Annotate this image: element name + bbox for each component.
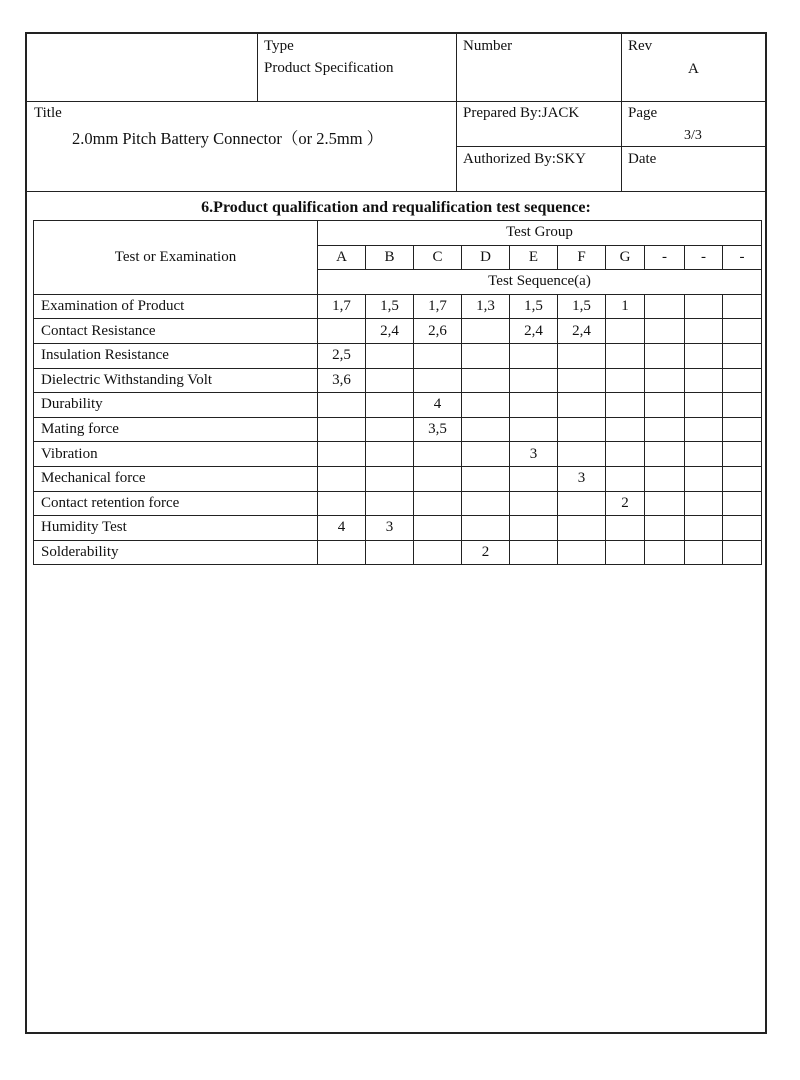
group-cell: A — [318, 245, 366, 270]
sequence-cell — [606, 368, 645, 393]
sequence-cell — [510, 540, 558, 565]
sequence-cell — [685, 466, 723, 491]
sequence-cell — [510, 516, 558, 541]
sequence-cell: 2,4 — [366, 319, 414, 344]
group-cell: - — [685, 245, 723, 270]
sequence-cell — [685, 516, 723, 541]
row-header-cell: Test or Examination — [34, 221, 318, 295]
sequence-cell — [366, 442, 414, 467]
test-name-cell: Mechanical force — [34, 466, 318, 491]
section-title: 6.Product qualification and requalification test sequence: — [201, 199, 591, 216]
date-label: Date — [628, 151, 657, 167]
group-cell: D — [462, 245, 510, 270]
sequence-cell — [318, 466, 366, 491]
sequence-cell — [510, 343, 558, 368]
sequence-cell — [318, 491, 366, 516]
type-label: Type — [264, 38, 294, 54]
sequence-cell — [318, 540, 366, 565]
sequence-cell — [723, 294, 762, 319]
test-name-cell: Contact Resistance — [34, 319, 318, 344]
sequence-cell: 1,3 — [462, 294, 510, 319]
sequence-cell: 4 — [318, 516, 366, 541]
table-row — [34, 294, 762, 319]
sequence-cell — [462, 368, 510, 393]
sequence-cell — [366, 466, 414, 491]
authorized-by: Authorized By:SKY — [463, 151, 586, 167]
table-row — [34, 466, 762, 491]
type-value: Product Specification — [264, 60, 394, 76]
test-name-cell: Examination of Product — [34, 294, 318, 319]
sequence-cell — [645, 343, 685, 368]
sequence-cell — [606, 393, 645, 418]
sequence-cell — [606, 343, 645, 368]
sequence-cell: 1,7 — [414, 294, 462, 319]
sequence-cell — [685, 491, 723, 516]
sequence-cell — [645, 516, 685, 541]
test-sequence-table — [33, 220, 762, 565]
sequence-cell — [558, 516, 606, 541]
sequence-cell — [645, 540, 685, 565]
test-name-cell: Mating force — [34, 417, 318, 442]
sequence-cell — [462, 319, 510, 344]
sequence-cell — [645, 368, 685, 393]
sequence-cell — [510, 491, 558, 516]
sequence-cell: 2 — [606, 491, 645, 516]
sequence-cell — [414, 491, 462, 516]
sequence-cell — [462, 466, 510, 491]
sequence-cell: 3 — [558, 466, 606, 491]
sequence-cell — [366, 393, 414, 418]
table-row — [34, 491, 762, 516]
sequence-cell — [366, 540, 414, 565]
test-name-cell: Insulation Resistance — [34, 343, 318, 368]
header-divider — [456, 34, 457, 191]
sequence-cell — [685, 540, 723, 565]
sequence-cell — [685, 368, 723, 393]
test-name-cell: Solderability — [34, 540, 318, 565]
sequence-cell — [723, 442, 762, 467]
sequence-cell — [645, 442, 685, 467]
test-name-cell: Contact retention force — [34, 491, 318, 516]
sequence-cell — [606, 442, 645, 467]
prepared-by: Prepared By:JACK — [463, 105, 580, 121]
sequence-cell — [414, 540, 462, 565]
sequence-cell — [462, 417, 510, 442]
table-header-row — [34, 221, 762, 246]
header-divider — [27, 101, 765, 102]
page-label: Page — [628, 105, 658, 121]
sequence-cell: 1,5 — [366, 294, 414, 319]
sequence-cell: 1,7 — [318, 294, 366, 319]
sequence-cell: 2,5 — [318, 343, 366, 368]
sequence-cell — [685, 319, 723, 344]
sequence-cell — [366, 368, 414, 393]
title-label: Title — [34, 105, 62, 121]
sequence-cell — [723, 540, 762, 565]
number-label: Number — [463, 38, 513, 54]
sequence-cell: 2,4 — [558, 319, 606, 344]
page-number: 3/3 — [684, 128, 702, 143]
sequence-cell — [462, 393, 510, 418]
table-row — [34, 516, 762, 541]
sequence-cell — [462, 491, 510, 516]
sequence-cell — [318, 417, 366, 442]
test-name-cell: Dielectric Withstanding Volt — [34, 368, 318, 393]
sequence-cell: 1,5 — [510, 294, 558, 319]
sequence-cell — [414, 442, 462, 467]
sequence-cell: 3 — [366, 516, 414, 541]
sequence-cell — [462, 343, 510, 368]
sequence-cell — [366, 417, 414, 442]
table-row — [34, 442, 762, 467]
sequence-cell — [462, 442, 510, 467]
sequence-cell — [414, 343, 462, 368]
sequence-cell: 3,5 — [414, 417, 462, 442]
sequence-cell — [723, 516, 762, 541]
header-divider — [456, 146, 765, 147]
sequence-cell — [318, 393, 366, 418]
sequence-cell — [685, 393, 723, 418]
sequence-cell — [723, 417, 762, 442]
header-divider — [257, 34, 258, 101]
group-cell: B — [366, 245, 414, 270]
sequence-cell — [414, 516, 462, 541]
sequence-cell — [606, 417, 645, 442]
sequence-cell — [606, 466, 645, 491]
sequence-cell — [685, 417, 723, 442]
sequence-cell — [366, 491, 414, 516]
sequence-cell: 4 — [414, 393, 462, 418]
sequence-cell — [606, 319, 645, 344]
sequence-cell — [318, 442, 366, 467]
group-cell: - — [723, 245, 762, 270]
sequence-cell: 3 — [510, 442, 558, 467]
sequence-cell — [723, 368, 762, 393]
document-title: 2.0mm Pitch Battery Connector（or 2.5mm ） — [72, 129, 384, 148]
test-name-cell: Humidity Test — [34, 516, 318, 541]
test-group-header: Test Group — [318, 221, 762, 246]
table-row — [34, 417, 762, 442]
sequence-cell — [606, 516, 645, 541]
group-cell: F — [558, 245, 606, 270]
sequence-cell — [645, 393, 685, 418]
sequence-cell — [558, 491, 606, 516]
sequence-cell — [510, 466, 558, 491]
header-divider — [27, 191, 765, 192]
sequence-cell — [462, 516, 510, 541]
sequence-cell — [558, 540, 606, 565]
sequence-cell — [558, 368, 606, 393]
sequence-cell — [685, 442, 723, 467]
sequence-cell — [510, 417, 558, 442]
table-row — [34, 368, 762, 393]
document-page — [25, 32, 767, 1034]
sequence-cell: 2,6 — [414, 319, 462, 344]
sequence-cell — [723, 393, 762, 418]
sequence-cell — [645, 294, 685, 319]
sequence-cell — [558, 393, 606, 418]
sequence-cell — [510, 393, 558, 418]
sequence-cell: 1,5 — [558, 294, 606, 319]
sequence-cell — [723, 319, 762, 344]
header-divider — [621, 34, 622, 191]
sequence-cell — [366, 343, 414, 368]
table-row — [34, 343, 762, 368]
sequence-cell — [414, 466, 462, 491]
sequence-cell — [685, 343, 723, 368]
table-row — [34, 393, 762, 418]
sequence-cell — [723, 343, 762, 368]
sequence-cell: 2,4 — [510, 319, 558, 344]
sequence-cell: 3,6 — [318, 368, 366, 393]
sequence-cell — [685, 294, 723, 319]
rev-label: Rev — [628, 38, 653, 54]
sequence-cell — [723, 491, 762, 516]
table-row — [34, 319, 762, 344]
test-name-cell: Durability — [34, 393, 318, 418]
sequence-cell — [414, 368, 462, 393]
group-cell: C — [414, 245, 462, 270]
test-sequence-header: Test Sequence(a) — [318, 270, 762, 295]
test-name-cell: Vibration — [34, 442, 318, 467]
sequence-cell — [606, 540, 645, 565]
sequence-cell — [510, 368, 558, 393]
group-cell: - — [645, 245, 685, 270]
sequence-cell — [558, 417, 606, 442]
sequence-cell — [558, 442, 606, 467]
sequence-cell — [645, 319, 685, 344]
sequence-cell — [723, 466, 762, 491]
sequence-cell — [558, 343, 606, 368]
sequence-cell: 2 — [462, 540, 510, 565]
sequence-cell — [645, 466, 685, 491]
sequence-cell: 1 — [606, 294, 645, 319]
sequence-cell — [645, 491, 685, 516]
sequence-cell — [318, 319, 366, 344]
table-row — [34, 540, 762, 565]
sequence-cell — [645, 417, 685, 442]
rev-value: A — [688, 61, 699, 77]
group-cell: G — [606, 245, 645, 270]
group-cell: E — [510, 245, 558, 270]
